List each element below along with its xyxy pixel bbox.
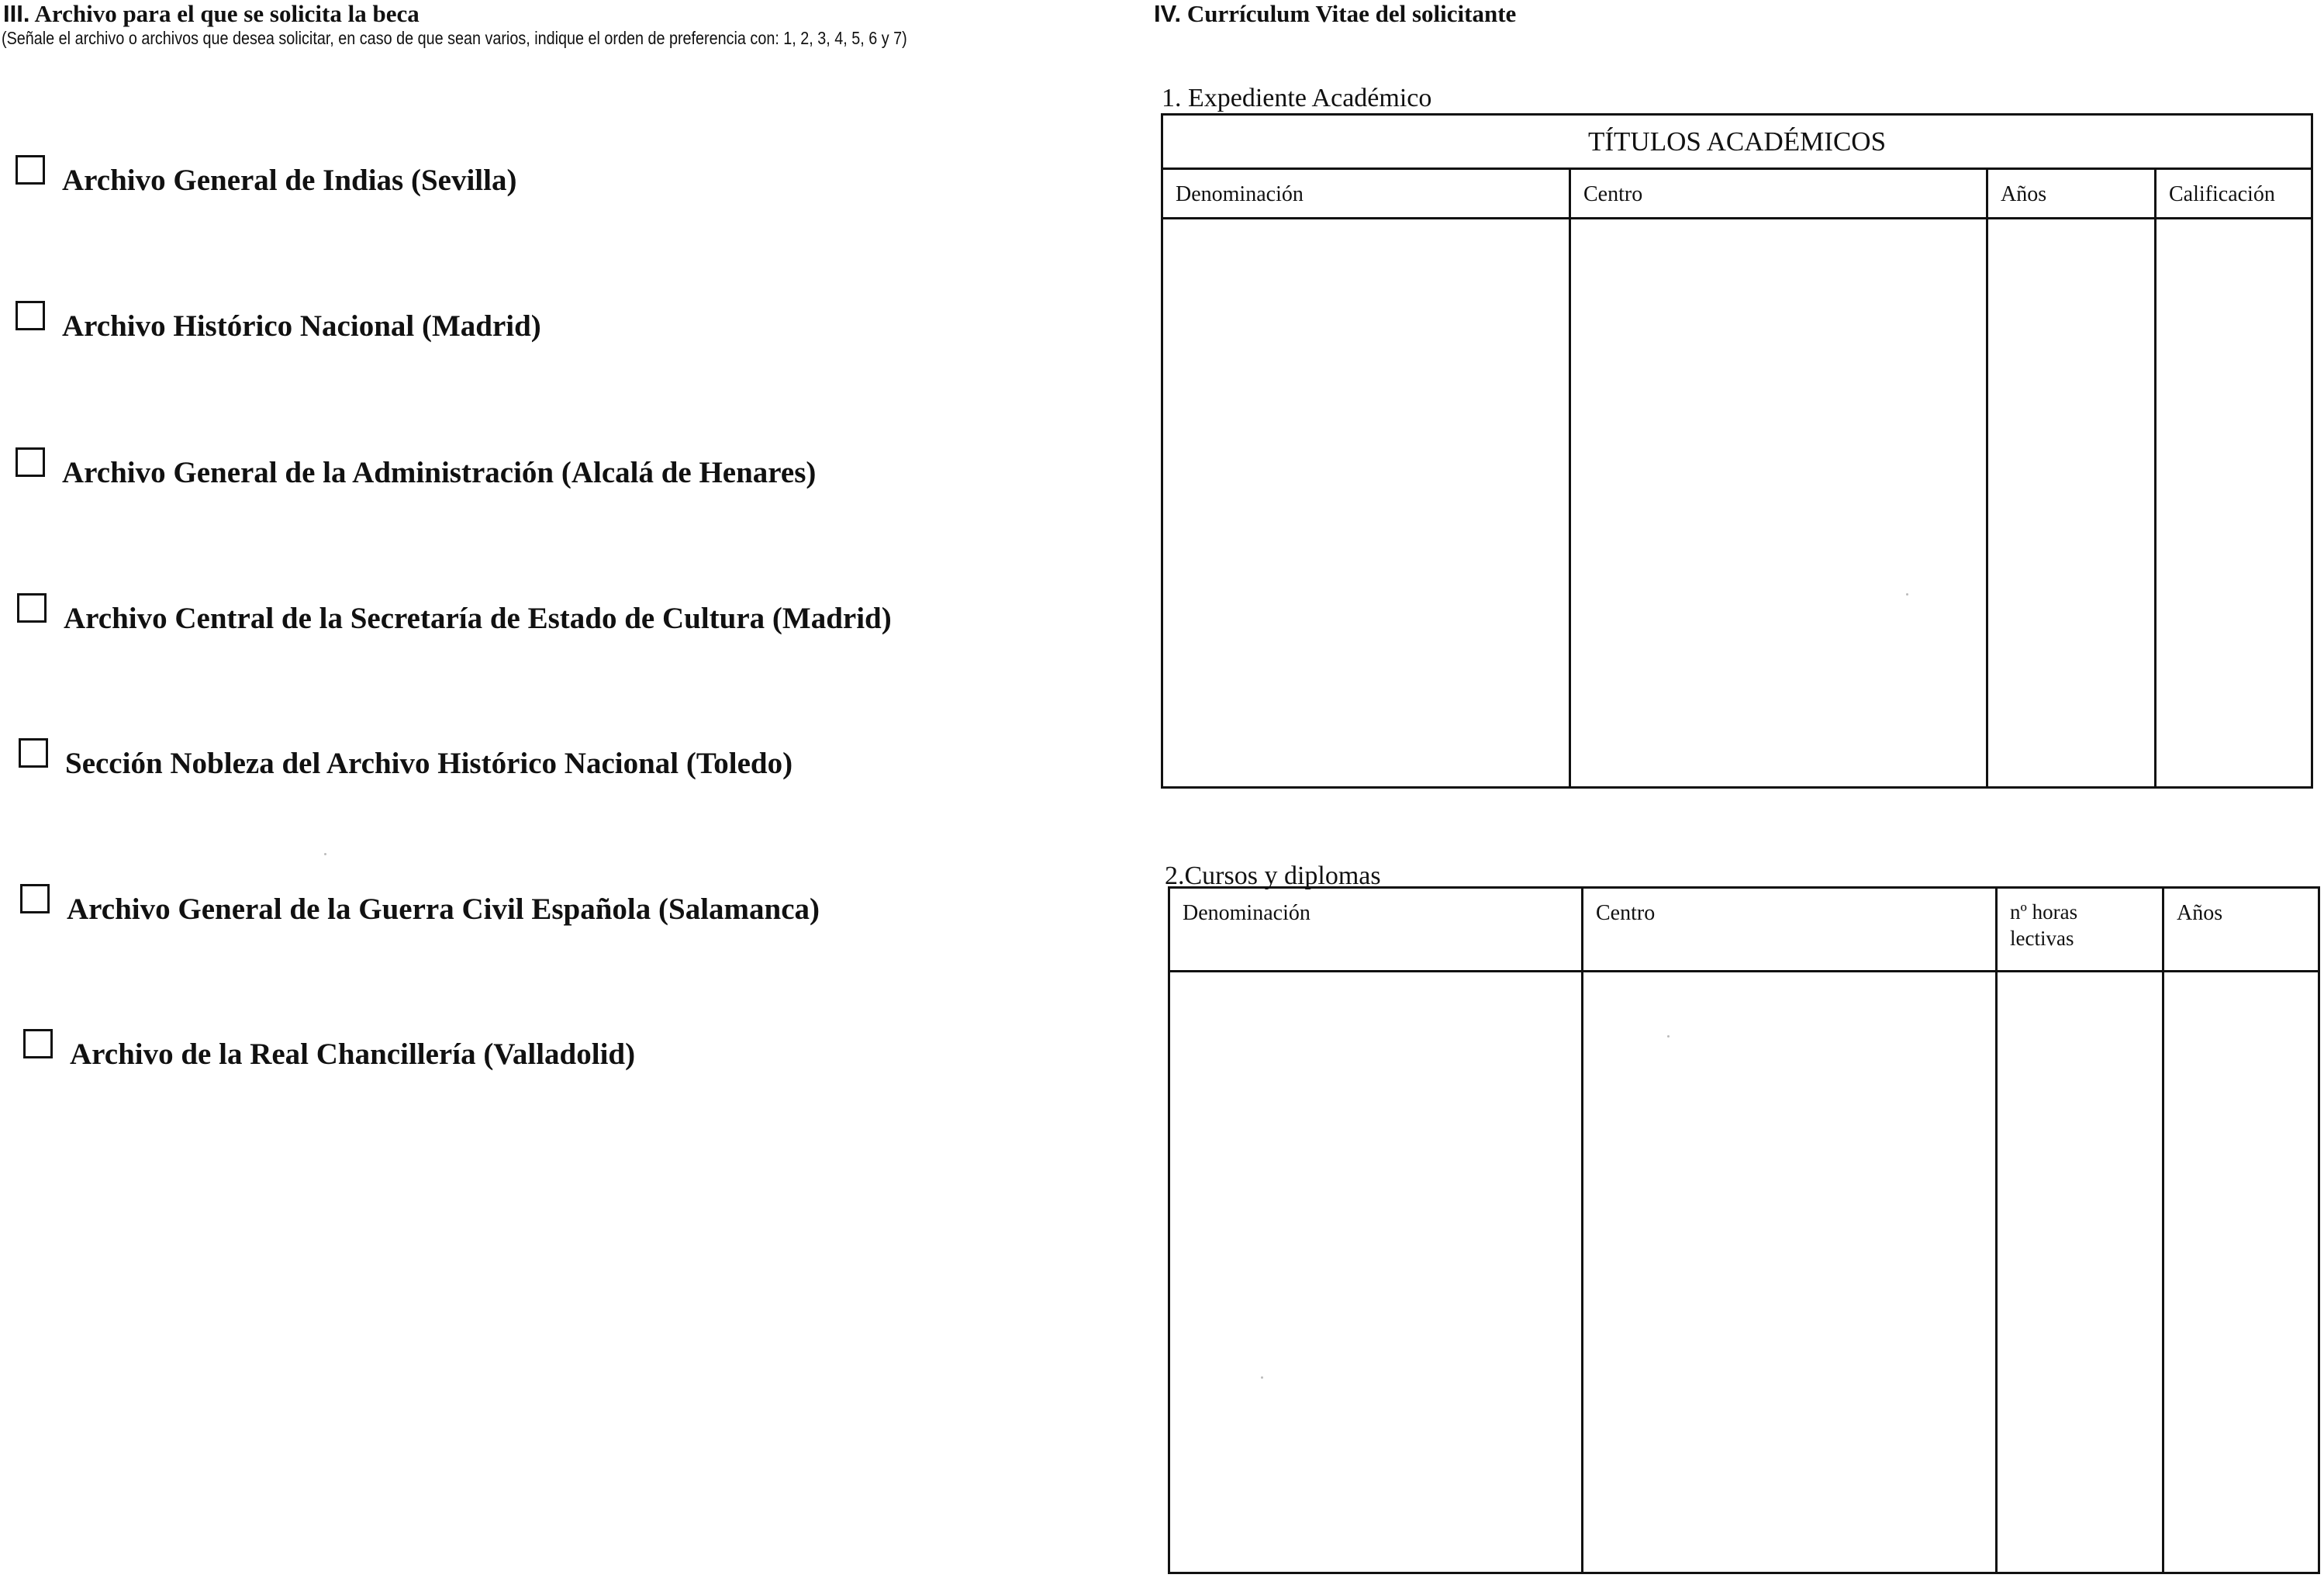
column-header: Centro [1570,169,1987,219]
option-archivo-general-administracion[interactable] [16,447,817,489]
option-label: Archivo General de la Guerra Civil Española (Salamanca) [67,893,820,926]
scan-speck [1906,593,1908,596]
section-iii-title [3,2,420,26]
section-iv-title-text: Currículum Vitae del solicitante [1181,0,1517,27]
column-header: Denominación [1162,169,1570,219]
anos-entry-field[interactable] [1987,219,2156,788]
option-real-chancilleria[interactable] [23,1029,636,1071]
centro-entry-field[interactable] [1583,972,1997,1573]
denominacion-entry-field[interactable] [1162,219,1570,788]
column-header: Denominación [1169,888,1583,972]
expediente-subtitle: 1. Expediente Académico [1162,84,1432,112]
denominacion-entry-field[interactable] [1169,972,1583,1573]
checkbox[interactable] [20,884,50,913]
option-archivo-indias[interactable] [16,155,517,197]
option-label: Archivo Histórico Nacional (Madrid) [62,309,541,343]
column-header: Años [2163,888,2319,972]
option-label: Archivo General de la Administración (Alcalá de Henares) [62,456,817,489]
checkbox[interactable] [16,447,45,477]
section-iii-number: III. [3,0,30,27]
column-header: Años [1987,169,2156,219]
cursos-subtitle: 2.Cursos y diplomas [1165,862,1381,890]
column-header: nº horas lectivas [1997,888,2163,972]
option-label: Archivo Central de la Secretaría de Estado de Cultura (Madrid) [64,602,892,635]
checkbox[interactable] [16,301,45,330]
column-header: Calificación [2156,169,2312,219]
calificacion-entry-field[interactable] [2156,219,2312,788]
checkbox[interactable] [16,155,45,185]
option-label: Archivo de la Real Chancillería (Valladolid) [70,1038,636,1071]
titulos-academicos-table [1161,113,2313,789]
option-archivo-central-cultura[interactable] [17,593,892,635]
centro-entry-field[interactable] [1570,219,1987,788]
column-header: Centro [1583,888,1997,972]
option-archivo-historico-nacional[interactable] [16,301,541,343]
scan-speck [1261,1376,1263,1379]
cursos-diplomas-table [1168,886,2320,1574]
section-iv-title [1154,2,1516,26]
section-iv-number: IV. [1154,0,1182,27]
checkbox[interactable] [17,593,47,623]
option-seccion-nobleza[interactable] [19,738,793,780]
section-iii-instructions: (Señale el archivo o archivos que desea solicitar, en caso de que sean varios, indique el orden de preferencia con: 1, 2, 3, 4, 5, 6 y 7) [2,28,907,48]
scan-speck [324,853,326,855]
anos-entry-field[interactable] [2163,972,2319,1573]
option-label: Archivo General de Indias (Sevilla) [62,164,517,197]
section-iii-title-text: Archivo para el que se solicita la beca [29,0,420,27]
checkbox[interactable] [19,738,48,768]
table-title: TÍTULOS ACADÉMICOS [1162,115,2312,169]
option-archivo-guerra-civil[interactable] [20,884,820,926]
scan-speck [1667,1035,1670,1038]
option-label: Sección Nobleza del Archivo Histórico Nacional (Toledo) [65,747,793,780]
checkbox[interactable] [23,1029,53,1058]
horas-entry-field[interactable] [1997,972,2163,1573]
